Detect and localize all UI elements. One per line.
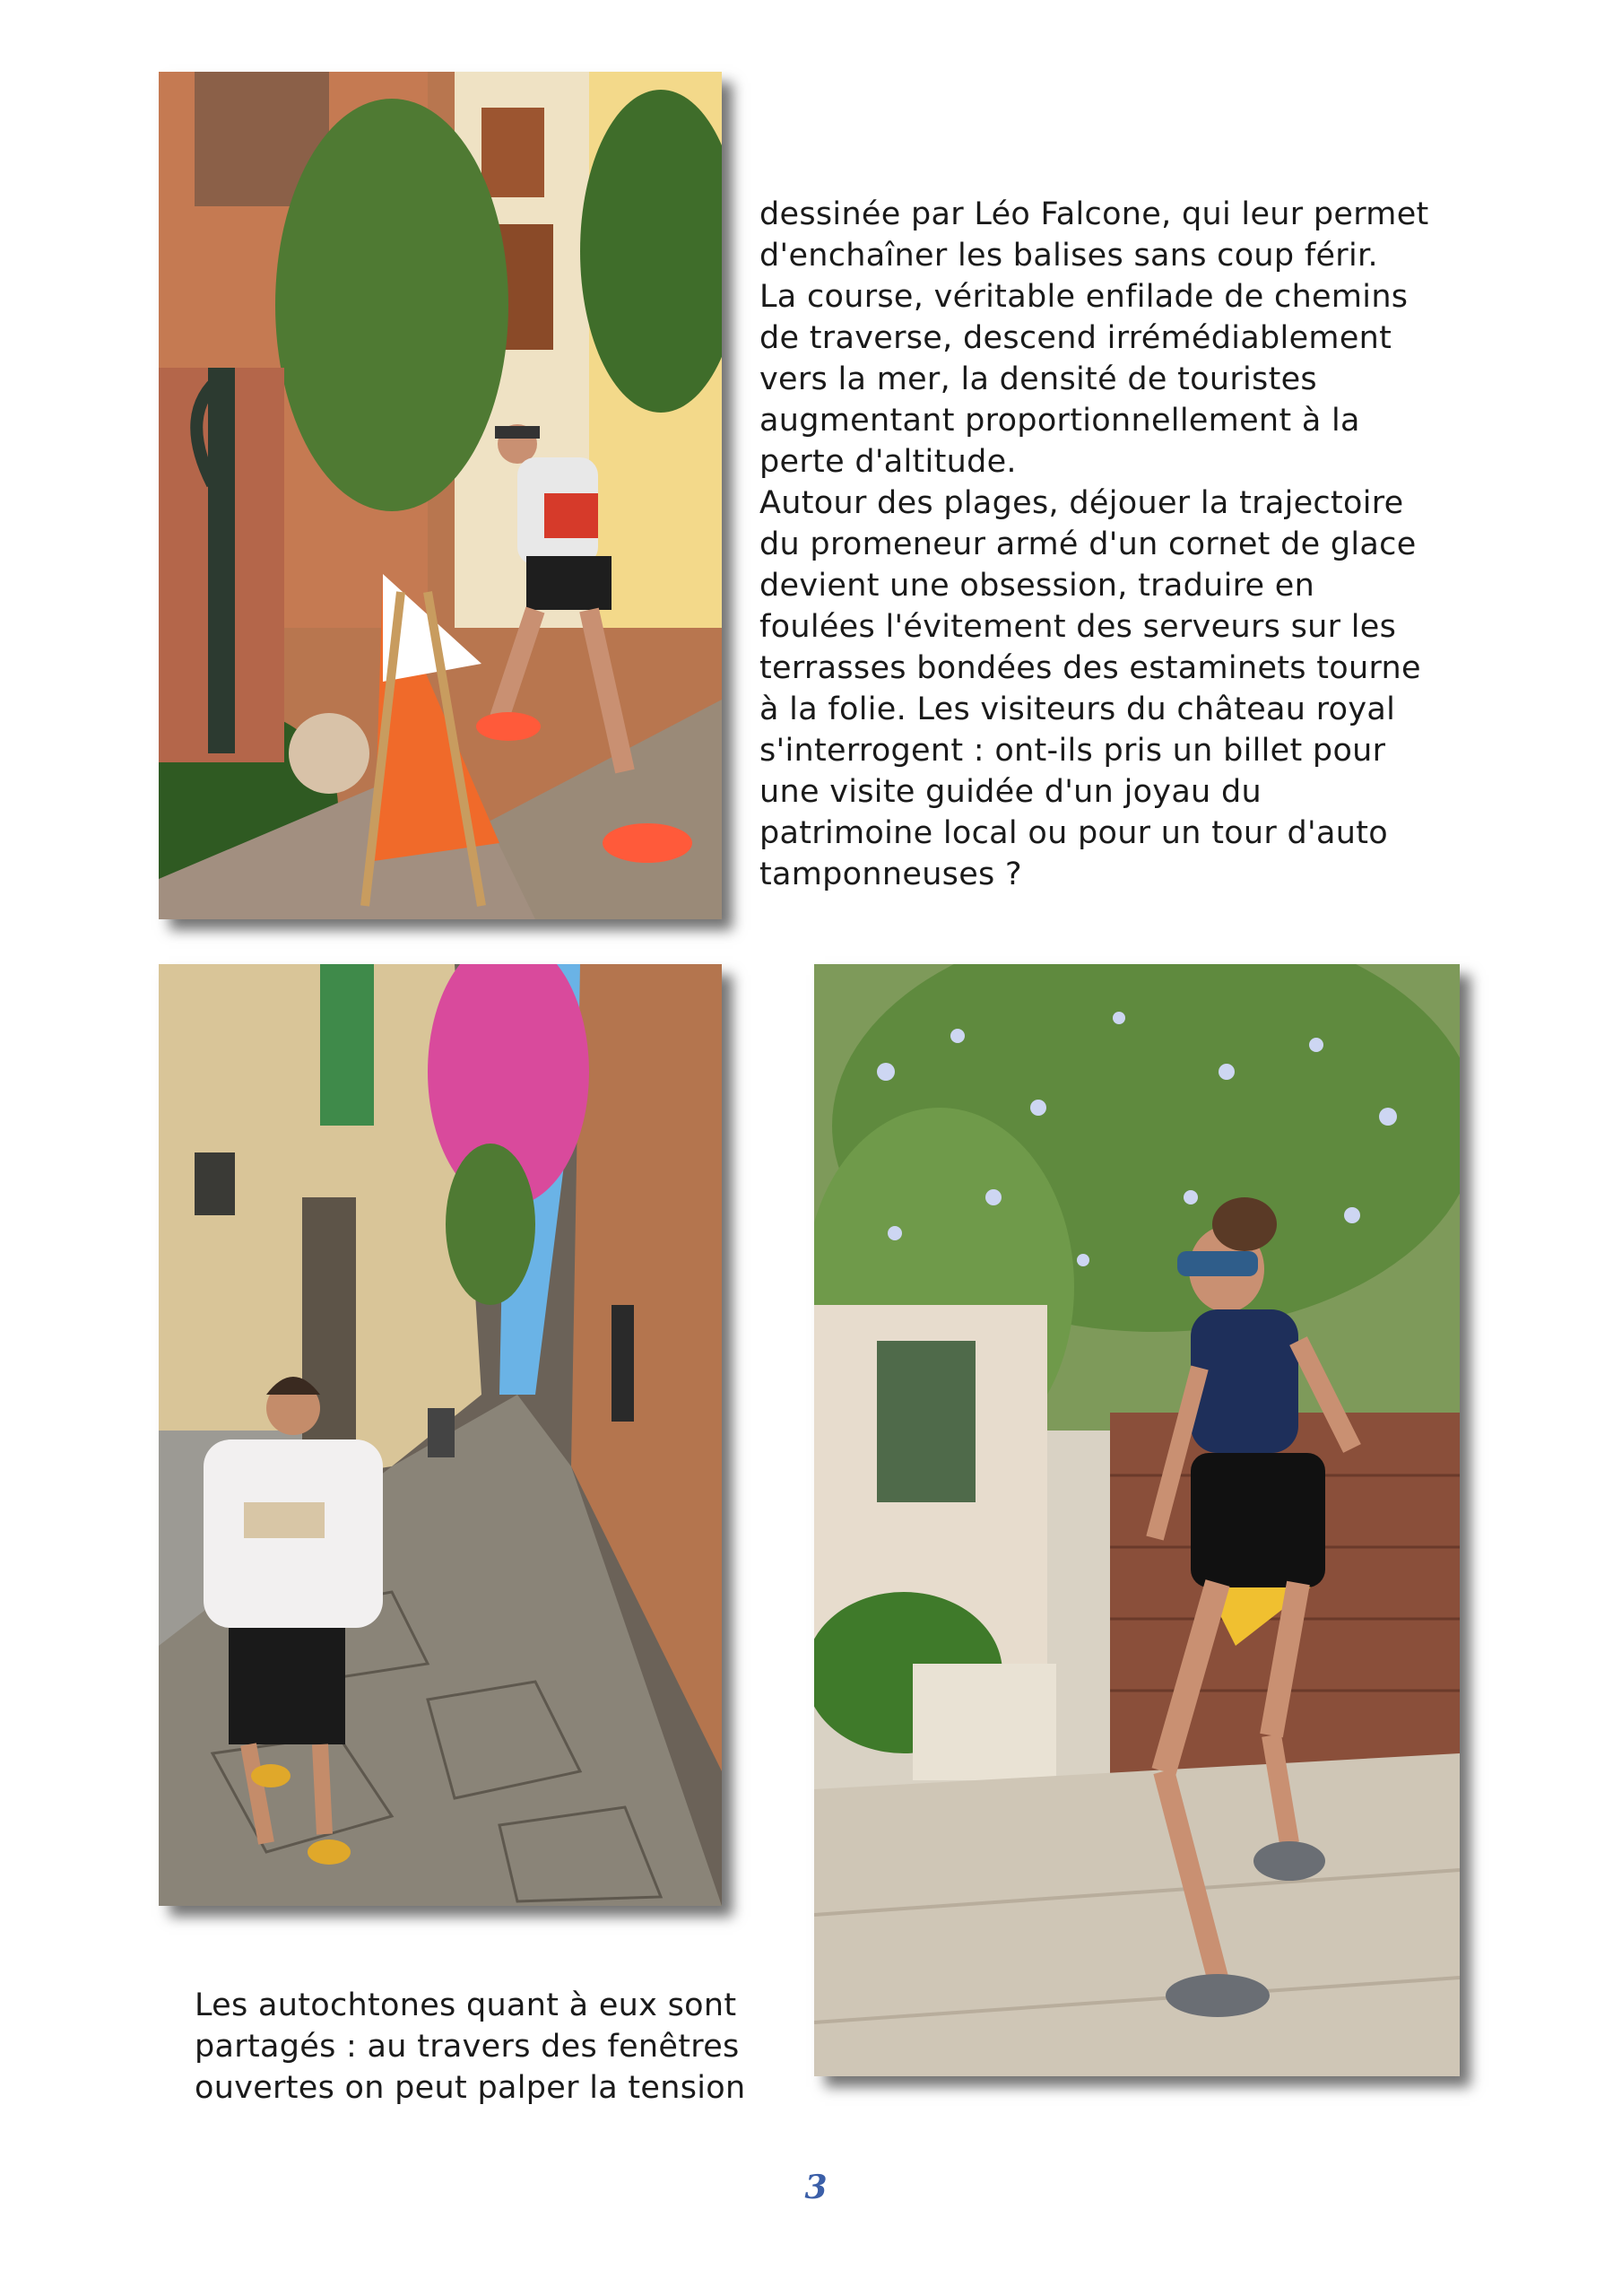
text-line: perte d'altitude. — [759, 444, 1017, 480]
article-paragraph-bottom — [195, 1985, 746, 2109]
text-line: terrasses bondées des estaminets tourne — [759, 650, 1421, 686]
text-line: du promeneur armé d'un cornet de glace — [759, 526, 1417, 562]
photo-boy-in-alley-image — [159, 964, 722, 1906]
text-line: d'enchaîner les balises sans coup férir. — [759, 238, 1378, 274]
text-line: Autour des plages, déjouer la trajectoire — [759, 485, 1404, 521]
text-line: ouvertes on peut palper la tension — [195, 2070, 746, 2106]
text-line: dessinée par Léo Falcone, qui leur permet — [759, 196, 1429, 232]
text-line: patrimoine local ou pour un tour d'auto — [759, 815, 1388, 851]
text-line: foulées l'évitement des serveurs sur les — [759, 609, 1397, 645]
text-line: devient une obsession, traduire en — [759, 568, 1315, 604]
text-line: augmentant proportionnellement à la — [759, 403, 1360, 439]
text-line: partagés : au travers des fenêtres — [195, 2029, 740, 2065]
article-paragraph-top — [759, 194, 1429, 895]
text-line: vers la mer, la densité de touristes — [759, 361, 1317, 397]
text-line: La course, véritable enfilade de chemins — [759, 279, 1409, 315]
page-number: 3 — [804, 2169, 828, 2206]
photo-runner-at-control — [159, 72, 722, 919]
text-line: Les autochtones quant à eux sont — [195, 1987, 737, 2023]
photo-runner-at-control-image — [159, 72, 722, 919]
text-line: une visite guidée d'un joyau du — [759, 774, 1262, 810]
text-line: à la folie. Les visiteurs du château royal — [759, 691, 1396, 727]
text-line: s'interrogent : ont-ils pris un billet pour — [759, 733, 1386, 769]
text-line: de traverse, descend irrémédiablement — [759, 320, 1392, 356]
photo-woman-running-image — [814, 964, 1460, 2076]
photo-woman-running — [814, 964, 1460, 2076]
text-line: tamponneuses ? — [759, 857, 1022, 892]
photo-boy-in-alley — [159, 964, 722, 1906]
